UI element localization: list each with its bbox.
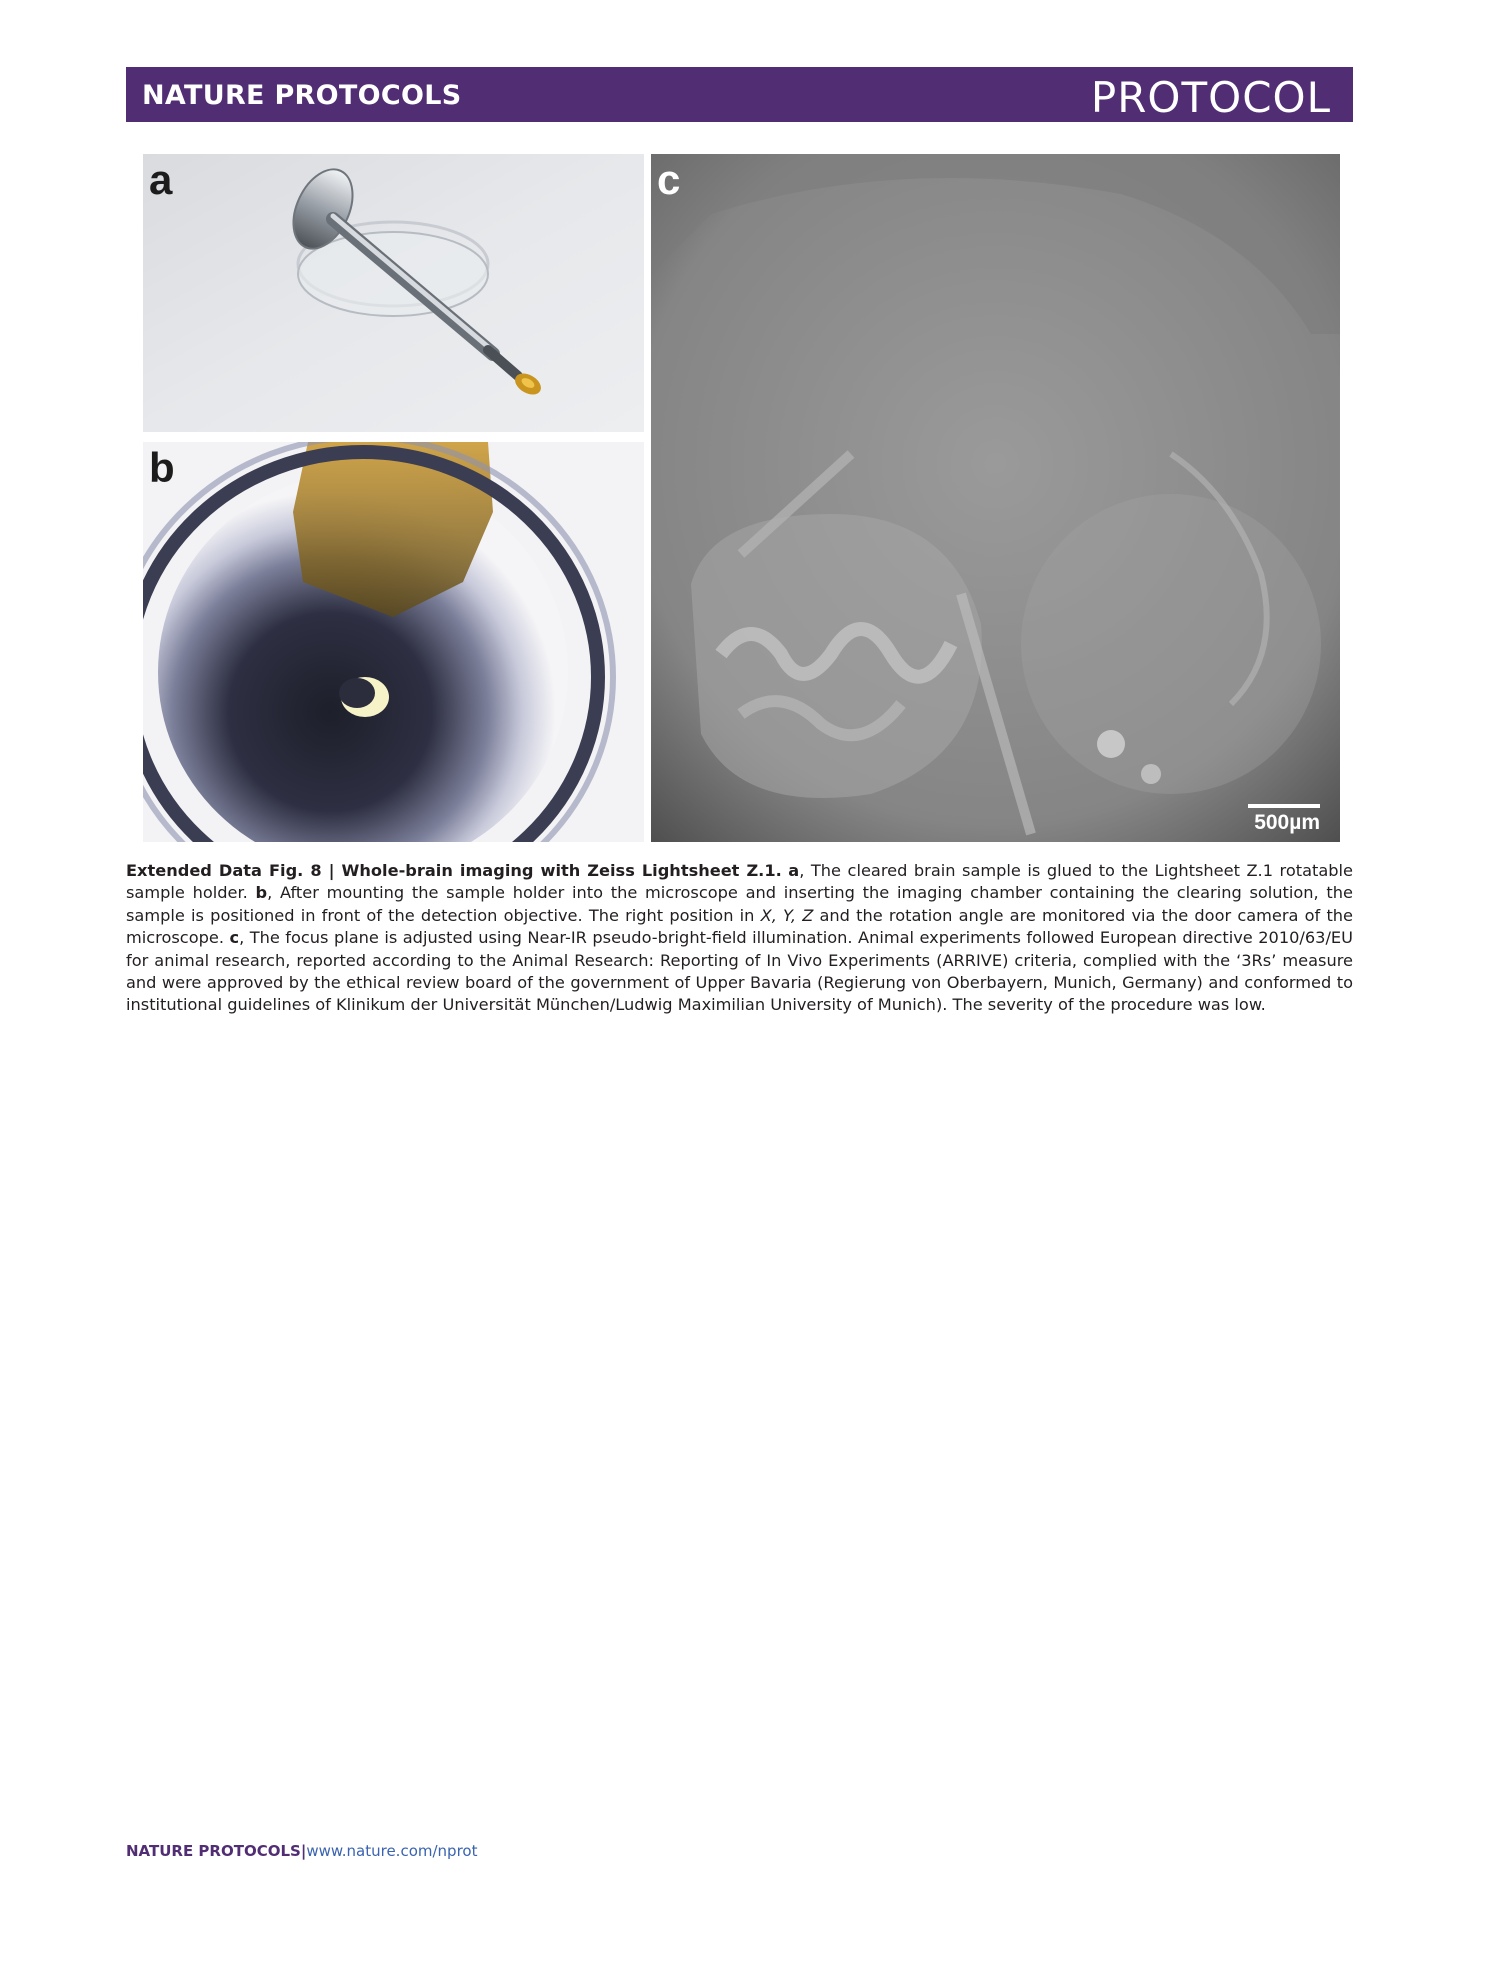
caption-label-c: c xyxy=(229,928,240,948)
caption-text-a: , The cleared brain sample is glued to the Lightsheet Z.1 rotatable sample holder. xyxy=(126,861,1354,903)
near-ir-brain-image xyxy=(651,154,1340,842)
journal-header xyxy=(126,67,1353,122)
page-footer xyxy=(126,1842,477,1860)
footer-journal: NATURE PROTOCOLS xyxy=(126,1842,301,1860)
caption-label-b: b xyxy=(255,883,268,903)
caption-title: Extended Data Fig. 8 | Whole-brain imaging with Zeiss Lightsheet Z.1. xyxy=(126,861,782,880)
caption-axes: X, Y, Z xyxy=(760,905,814,925)
door-camera-photo xyxy=(143,442,644,842)
caption-label-a: a xyxy=(788,861,800,880)
caption-text-b1: , After mounting the sample holder into the microscope and inserting the imaging chamber containing the clearing solution, the sample is positioned in front of the detection objective. The right position in xyxy=(126,883,1353,925)
caption-text-c: , The focus plane is adjusted using Near-IR pseudo-bright-field illumination. Animal experiments followed European directive 2010/63/EU for animal research, reported according to the Animal Research: Reporting of In Vivo Experiments (ARRIVE) criteria, complied with the ‘3Rs’ measure and were approved by the ethical review board of the government of Upper Bavaria (Regierung von Oberbayern, Munich, Germany) and conformed to institutional guidelines of Klinikum der Universität München/Ludwig Maximilian University of Munich). The severity of the procedure was low. xyxy=(126,928,1353,1015)
scale-bar xyxy=(1248,804,1320,808)
figure-panel-b xyxy=(143,442,644,842)
figure-caption xyxy=(126,860,1353,1017)
footer-url-link[interactable]: www.nature.com/nprot xyxy=(306,1842,478,1860)
article-type: PROTOCOL xyxy=(1090,73,1331,122)
footer-separator: | xyxy=(300,1842,307,1860)
journal-name: NATURE PROTOCOLS xyxy=(142,80,462,111)
scale-bar-label: 500µm xyxy=(1254,811,1320,834)
panel-label-b: b xyxy=(149,444,175,491)
sample-holder-photo xyxy=(143,154,644,432)
caption-text-b2: and the rotation angle are monitored via the door camera of the microscope. xyxy=(126,905,1354,948)
panel-label-c: c xyxy=(657,156,681,203)
figure-panel-c xyxy=(651,154,1340,842)
figure-panel-a xyxy=(143,154,644,432)
panel-label-a: a xyxy=(149,156,173,203)
